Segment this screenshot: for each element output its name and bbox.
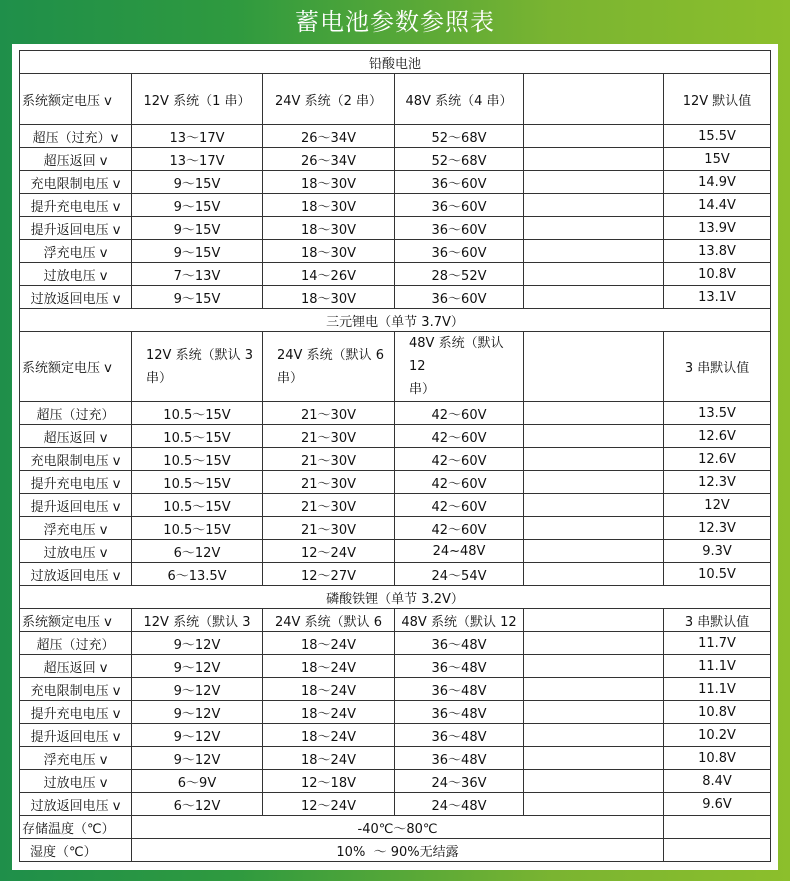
table-row [20,747,771,770]
cell-empty [524,494,664,517]
table-row [20,286,771,309]
param-name: 充电限制电压 v [20,171,132,194]
default-value: 10.8V [664,263,771,286]
table-row [20,402,771,425]
cell: 26～34V [263,125,395,148]
header-cell: 系统额定电压 v [20,332,132,402]
battery-parameter-table [19,50,771,862]
header-line: 串） [146,370,173,386]
cell: 21～30V [263,448,395,471]
cell-empty [524,724,664,747]
table-row [20,701,771,724]
cell: 21～30V [263,471,395,494]
section-row-lead-acid [20,51,771,74]
table-row [20,655,771,678]
param-name: 过放电压 v [20,540,132,563]
cell: 9～12V [132,678,263,701]
table-row [20,171,771,194]
header-cell: 3 串默认值 [664,609,771,632]
default-value: 10.2V [664,724,771,747]
cell: 42～60V [395,494,524,517]
cell: 6～12V [132,793,263,816]
header-cell: 12V 默认值 [664,74,771,125]
cell-empty [524,793,664,816]
cell-empty [664,816,771,839]
parameter-panel [12,44,778,870]
header-cell-empty [524,332,664,402]
cell: 9～12V [132,747,263,770]
cell: 36～60V [395,286,524,309]
cell-empty [524,701,664,724]
cell: 42～60V [395,402,524,425]
header-row [20,609,771,632]
cell-empty [524,171,664,194]
default-value: 10.8V [664,701,771,724]
cell: 36～48V [395,678,524,701]
cell: 18～30V [263,171,395,194]
header-row [20,74,771,125]
cell: 18～30V [263,240,395,263]
table-row [20,678,771,701]
table-row [20,517,771,540]
cell: 24~48V [395,540,524,563]
param-name: 超压返回 v [20,655,132,678]
param-name: 提升充电电压 v [20,194,132,217]
cell: 24～54V [395,563,524,586]
cell: 21～30V [263,425,395,448]
default-value: 12.6V [664,425,771,448]
header-cell-empty [524,74,664,125]
table-row [20,425,771,448]
cell: 42～60V [395,517,524,540]
cell-empty [524,540,664,563]
cell: 10.5～15V [132,448,263,471]
section-row-lifepo4 [20,586,771,609]
header-line: 12V 系统（默认 3 [146,347,253,363]
default-value: 11.7V [664,632,771,655]
default-value: 13.1V [664,286,771,309]
default-value: 10.5V [664,563,771,586]
header-cell: 12V 系统（1 串） [132,74,263,125]
cell: 13～17V [132,148,263,171]
storage-temperature-value: -40℃～80℃ [132,816,664,839]
cell-empty [524,240,664,263]
section-title: 三元锂电（单节 3.7V） [20,309,771,332]
cell: 36～48V [395,701,524,724]
cell: 18～30V [263,217,395,240]
cell-empty [524,471,664,494]
header-cell: 24V 系统（2 串） [263,74,395,125]
cell: 36～60V [395,240,524,263]
param-name: 过放返回电压 v [20,563,132,586]
default-value: 11.1V [664,655,771,678]
cell: 36～48V [395,655,524,678]
header-cell [395,332,524,402]
section-title: 磷酸铁锂（单节 3.2V） [20,586,771,609]
cell: 18～30V [263,194,395,217]
cell: 36～48V [395,632,524,655]
default-value: 13.8V [664,240,771,263]
cell: 12～27V [263,563,395,586]
table-row [20,632,771,655]
table-row [20,770,771,793]
table-row [20,471,771,494]
header-cell [132,332,263,402]
table-row [20,448,771,471]
cell-empty [524,263,664,286]
param-name: 超压（过充） [20,402,132,425]
storage-temperature-label: 存储温度（℃） [20,816,132,839]
table-row [20,793,771,816]
param-name: 充电限制电压 v [20,448,132,471]
cell-empty [524,286,664,309]
section-title: 铅酸电池 [20,51,771,74]
cell: 14～26V [263,263,395,286]
header-line: 串） [409,382,436,397]
cell-empty [524,517,664,540]
cell: 9～15V [132,171,263,194]
cell: 42～60V [395,448,524,471]
param-name: 超压返回 v [20,148,132,171]
table-row [20,494,771,517]
default-value: 13.5V [664,402,771,425]
cell: 18～24V [263,678,395,701]
header-line: 48V 系统（默认 12 [409,336,504,374]
header-line: 串） [277,370,304,386]
table-row [20,194,771,217]
cell: 18～24V [263,632,395,655]
param-name: 超压返回 v [20,425,132,448]
default-value: 8.4V [664,770,771,793]
cell: 13～17V [132,125,263,148]
cell-empty [524,194,664,217]
cell-empty [524,425,664,448]
cell: 10.5～15V [132,517,263,540]
cell-empty [524,448,664,471]
cell: 21～30V [263,517,395,540]
header-cell [263,332,395,402]
table-row [20,240,771,263]
cell: 10.5～15V [132,425,263,448]
cell: 24～36V [395,770,524,793]
default-value: 14.9V [664,171,771,194]
cell: 12～24V [263,540,395,563]
table-row [20,125,771,148]
cell-empty [524,770,664,793]
humidity-value: 10% ～ 90%无结露 [132,839,664,862]
header-cell: 3 串默认值 [664,332,771,402]
header-cell: 48V 系统（默认 12 [395,609,524,632]
table-row [20,148,771,171]
cell: 9～12V [132,632,263,655]
param-name: 超压（过充） [20,632,132,655]
cell: 36～60V [395,171,524,194]
cell: 9～15V [132,194,263,217]
cell: 9～15V [132,240,263,263]
cell: 24～48V [395,793,524,816]
default-value: 10.8V [664,747,771,770]
param-name: 浮充电压 v [20,747,132,770]
cell: 6～13.5V [132,563,263,586]
cell: 28～52V [395,263,524,286]
default-value: 15.5V [664,125,771,148]
param-name: 浮充电压 v [20,240,132,263]
cell: 52～68V [395,148,524,171]
param-name: 超压（过充）v [20,125,132,148]
cell-empty [524,632,664,655]
cell: 9～12V [132,724,263,747]
default-value: 11.1V [664,678,771,701]
param-name: 提升返回电压 v [20,494,132,517]
cell-empty [524,678,664,701]
default-value: 12V [664,494,771,517]
cell-empty [524,402,664,425]
param-name: 过放电压 v [20,770,132,793]
default-value: 14.4V [664,194,771,217]
cell: 10.5～15V [132,402,263,425]
param-name: 提升充电电压 v [20,471,132,494]
cell-empty [664,839,771,862]
cell-empty [524,563,664,586]
cell: 18～24V [263,701,395,724]
param-name: 充电限制电压 v [20,678,132,701]
cell-empty [524,217,664,240]
default-value: 12.6V [664,448,771,471]
header-cell: 48V 系统（4 串） [395,74,524,125]
humidity-row [20,839,771,862]
storage-temperature-row [20,816,771,839]
param-name: 过放返回电压 v [20,286,132,309]
cell: 36～60V [395,217,524,240]
cell: 26～34V [263,148,395,171]
cell: 18～24V [263,655,395,678]
cell: 36～60V [395,194,524,217]
cell: 18～24V [263,747,395,770]
cell-empty [524,148,664,171]
header-cell: 系统额定电压 v [20,74,132,125]
default-value: 9.3V [664,540,771,563]
page-title: 蓄电池参数参照表 [295,8,495,36]
cell-empty [524,747,664,770]
table-row [20,563,771,586]
default-value: 13.9V [664,217,771,240]
header-line: 24V 系统（默认 6 [277,347,384,363]
cell: 10.5～15V [132,471,263,494]
cell: 9～12V [132,655,263,678]
header-cell: 12V 系统（默认 3 [132,609,263,632]
cell: 9～12V [132,701,263,724]
cell: 18～24V [263,724,395,747]
param-name: 提升充电电压 v [20,701,132,724]
default-value: 12.3V [664,517,771,540]
cell: 36～48V [395,747,524,770]
cell: 52～68V [395,125,524,148]
default-value: 9.6V [664,793,771,816]
default-value: 12.3V [664,471,771,494]
param-name: 提升返回电压 v [20,217,132,240]
default-value: 15V [664,148,771,171]
cell-empty [524,655,664,678]
table-row [20,217,771,240]
cell: 9～15V [132,217,263,240]
header-cell-empty [524,609,664,632]
cell: 42～60V [395,425,524,448]
cell: 12～24V [263,793,395,816]
cell: 36～48V [395,724,524,747]
table-row [20,263,771,286]
cell-empty [524,125,664,148]
section-row-ternary-lithium [20,309,771,332]
cell: 9～15V [132,286,263,309]
cell: 18～30V [263,286,395,309]
table-row [20,724,771,747]
humidity-label: 湿度（℃） [20,839,132,862]
cell: 12～18V [263,770,395,793]
header-cell: 24V 系统（默认 6 [263,609,395,632]
cell: 6～12V [132,540,263,563]
param-name: 浮充电压 v [20,517,132,540]
cell: 21～30V [263,402,395,425]
param-name: 提升返回电压 v [20,724,132,747]
cell: 42～60V [395,471,524,494]
header-cell: 系统额定电压 v [20,609,132,632]
cell: 21～30V [263,494,395,517]
cell: 6～9V [132,770,263,793]
cell: 10.5～15V [132,494,263,517]
table-row [20,540,771,563]
param-name: 过放返回电压 v [20,793,132,816]
header-row [20,332,771,402]
cell: 7～13V [132,263,263,286]
param-name: 过放电压 v [20,263,132,286]
